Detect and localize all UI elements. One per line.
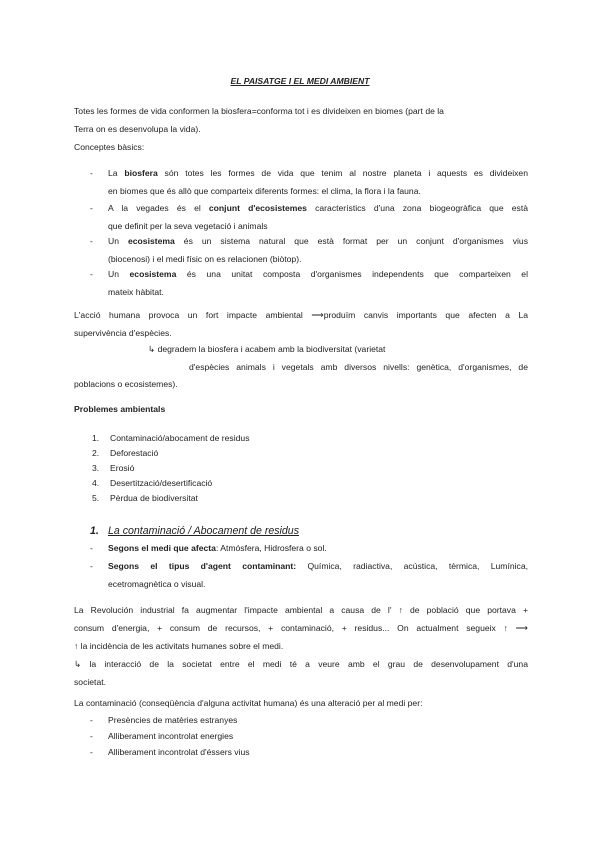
concept-item (108, 164, 528, 200)
impact-line: poblacions o ecosistemes). (74, 379, 178, 389)
concepts-heading: Conceptes bàsics: (74, 142, 145, 152)
concept-text: (biocenosi) i el medi físic on es relacionen (biòtop). (108, 254, 302, 264)
classification-text: ecetromagnètica o visual. (108, 579, 206, 589)
classification-item (108, 557, 528, 593)
concept-text: A la vegades és el (108, 203, 209, 213)
list-number: 3. (92, 463, 100, 473)
list-number: 4. (92, 478, 100, 488)
intro-line: Terra on es desenvolupa la vida). (74, 124, 201, 134)
problems-heading: Problemes ambientals (74, 404, 166, 414)
section-title: La contaminació / Abocament de residus (108, 525, 299, 537)
bullet-dash: - (90, 269, 93, 279)
revolution-line: ↑ la incidència de les activitats humanes sobre el medi. (74, 641, 284, 651)
concept-text: Un (108, 269, 130, 279)
impact-line: d'espècies animals i vegetals amb diversos nivells: genètica, d'organismes, de (189, 362, 528, 372)
revolution-line: ↳ la interacció de la societat entre el medi té a veure amb el grau de desenvolupament d'una (74, 659, 528, 669)
concept-text: Un (108, 236, 128, 246)
bullet-dash: - (90, 731, 93, 741)
intro-paragraph (74, 102, 528, 156)
concept-text: és un sistema natural que està format per un conjunt d'organismes vius (174, 236, 529, 246)
problem-item: Contaminació/abocament de residus (110, 433, 250, 443)
concept-text: és una unitat composta d'organismes independents que comparteixen el (176, 269, 528, 279)
classification-text: Química, radiactiva, acústica, tèrmica, Lumínica, (296, 561, 528, 571)
impact-arrow-line: ↳ degradem la biosfera i acabem amb la biodiversitat (varietat (148, 344, 386, 354)
concept-item (108, 232, 528, 268)
revolution-line: consum d'energia, + consum de recursos, + contaminació, + residus... On actualment segueix ↑ ⟶ (74, 623, 528, 633)
classification-text: : Atmósfera, Hidrosfera o sol. (215, 543, 327, 553)
list-number: 5. (92, 493, 100, 503)
problem-item: Erosió (110, 463, 135, 473)
list-number: 1. (92, 433, 100, 443)
bullet-dash: - (90, 203, 93, 213)
concept-term: conjunt d'ecosistemes (208, 203, 307, 213)
revolution-paragraph (74, 601, 528, 691)
cause-item: Presències de matèries estranyes (108, 715, 238, 725)
concept-text: característics d'una zona biogeogràfica que està (306, 203, 528, 213)
definition-line: La contaminació (conseqüència d'alguna activitat humana) és una alteració per al medi per: (74, 698, 423, 708)
bullet-dash: - (90, 715, 93, 725)
revolution-line: societat. (74, 677, 107, 687)
classification-label: Segons el tipus d'agent contaminant: (108, 561, 297, 571)
revolution-line: La Revolución industrial fa augmentar l'impacte ambiental a causa de l' ↑ de població que portava + (74, 605, 528, 615)
bullet-dash: - (90, 236, 93, 246)
bullet-dash: - (90, 747, 93, 757)
classification-label: Segons el medi que afecta (108, 543, 216, 553)
bullet-dash: - (90, 561, 93, 571)
section-number: 1. (90, 525, 99, 537)
problem-item: Desertització/desertificació (110, 478, 213, 488)
problem-item: Pèrdua de biodiversitat (110, 493, 198, 503)
list-number: 2. (92, 448, 100, 458)
concept-item (108, 265, 528, 301)
concept-text: La (108, 168, 125, 178)
impact-line: supervivència d'espècies. (74, 328, 172, 338)
concept-text: mateix hàbitat. (108, 287, 164, 297)
classification-item (108, 539, 528, 557)
bullet-dash: - (90, 168, 93, 178)
cause-item: Alliberament incontrolat d'éssers vius (108, 747, 250, 757)
concept-item (108, 199, 528, 235)
impact-line: L'acció humana provoca un fort impacte ambiental ⟶produïm canvis importants que afecten a La (74, 310, 528, 320)
concept-term: ecosistema (127, 236, 175, 246)
impact-paragraph (74, 306, 528, 342)
concept-text: que definit per la seva vegetació i animals (108, 221, 268, 231)
intro-line: Totes les formes de vida conformen la biosfera=conforma tot i es divideixen en biomes (part de la (74, 106, 444, 116)
bullet-dash: - (90, 543, 93, 553)
concept-text: en biomes que és allò que comparteix diferents formes: el clima, la flora i la fauna. (108, 186, 421, 196)
concept-term: biosfera (124, 168, 158, 178)
cause-item: Alliberament incontrolat energies (108, 731, 234, 741)
concept-term: ecosistema (129, 269, 177, 279)
page-title: EL PAISATGE I EL MEDI AMBIENT (230, 76, 370, 86)
problem-item: Deforestació (110, 448, 159, 458)
concept-text: són totes les formes de vida que tenim al nostre planeta i aquests es divideixen (157, 168, 528, 178)
